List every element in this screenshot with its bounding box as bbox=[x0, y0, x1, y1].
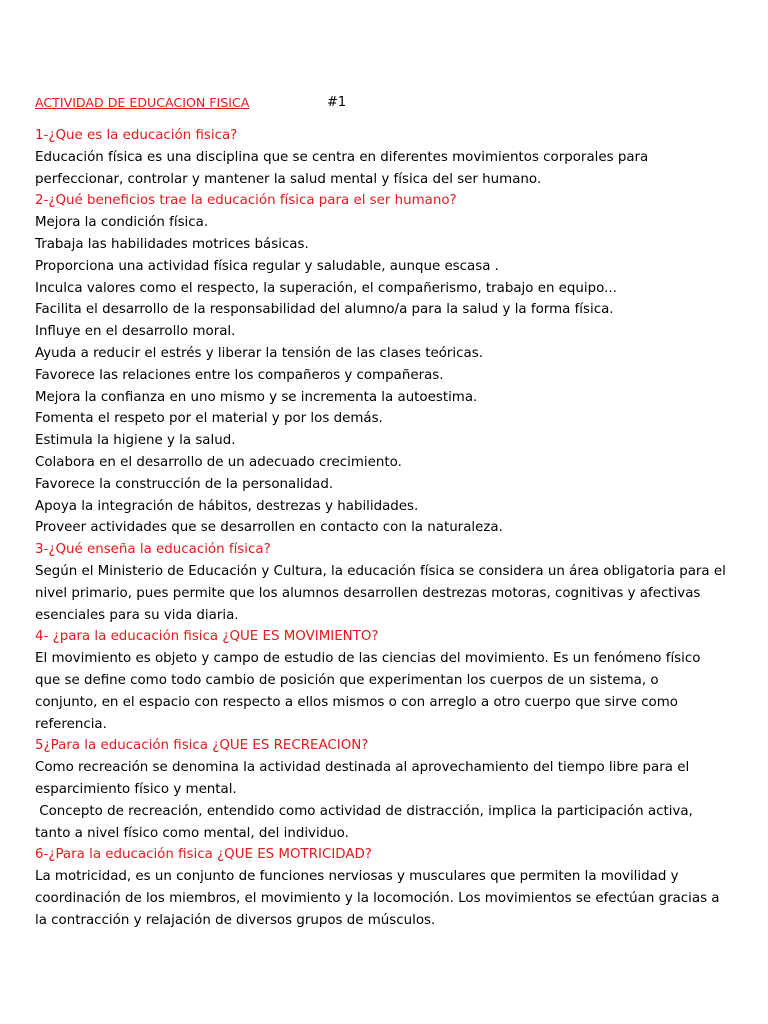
answer-text: conjunto, en el espacio con respecto a ellos mismos o con arreglo a otro cuerpo que sirve como bbox=[35, 694, 678, 710]
answer-text: Apoya la integración de hábitos, destrezas y habilidades. bbox=[35, 498, 419, 514]
question-heading: 3-¿Qué enseña la educación física? bbox=[35, 542, 271, 558]
answer-text: Facilita el desarrollo de la responsabilidad del alumno/a para la salud y la forma física. bbox=[35, 302, 614, 318]
answer-text: perfeccionar, controlar y mantener la salud mental y física del ser humano. bbox=[35, 171, 542, 187]
document-title: ACTIVIDAD DE EDUCACION FISICA bbox=[35, 95, 250, 110]
answer-text: tanto a nivel físico como mental, del individuo. bbox=[35, 825, 349, 841]
answer-text: esparcimiento físico y mental. bbox=[35, 781, 237, 797]
answer-text: El movimiento es objeto y campo de estudio de las ciencias del movimiento. Es un fenómeno físico bbox=[35, 651, 701, 667]
answer-text: Mejora la confianza en uno mismo y se incrementa la autoestima. bbox=[35, 389, 478, 405]
answer-text: La motricidad, es un conjunto de funciones nerviosas y musculares que permiten la movilidad y bbox=[35, 869, 679, 885]
answer-text: Como recreación se denomina la actividad destinada al aprovechamiento del tiempo libre para el bbox=[35, 760, 690, 776]
answer-text: la contracción y relajación de diversos grupos de músculos. bbox=[35, 912, 436, 928]
answer-text: Ayuda a reducir el estrés y liberar la tensión de las clases teóricas. bbox=[35, 345, 483, 361]
answer-text: Según el Ministerio de Educación y Cultura, la educación física se considera un área obligatoria para el bbox=[35, 563, 726, 579]
answer-text: Proporciona una actividad física regular y saludable, aunque escasa . bbox=[35, 258, 499, 274]
answer-text: Inculca valores como el respecto, la superación, el compañerismo, trabajo en equipo... bbox=[35, 280, 617, 296]
question-heading: 6-¿Para la educación fisica ¿QUE ES MOTRICIDAD? bbox=[35, 847, 372, 863]
document-number: #1 bbox=[327, 95, 347, 110]
answer-text: Mejora la condición física. bbox=[35, 215, 209, 231]
question-heading: 2-¿Qué beneficios trae la educación física para el ser humano? bbox=[35, 193, 457, 209]
answer-text: Educación física es una disciplina que se centra en diferentes movimientos corporales para bbox=[35, 149, 649, 165]
answer-text: Influye en el desarrollo moral. bbox=[35, 324, 236, 340]
answer-text: Favorece la construcción de la personalidad. bbox=[35, 476, 334, 492]
document-body bbox=[35, 125, 735, 931]
answer-text: Trabaja las habilidades motrices básicas. bbox=[35, 236, 309, 252]
answer-text: esenciales para su vida diaria. bbox=[35, 607, 239, 623]
answer-text: coordinación de los miembros, el movimiento y la locomoción. Los movimientos se efectúan gracias a bbox=[35, 890, 720, 906]
question-heading: 1-¿Que es la educación fisica? bbox=[35, 128, 238, 143]
answer-text: Favorece las relaciones entre los compañeros y compañeras. bbox=[35, 367, 444, 383]
answer-text: que se define como todo cambio de posición que experimentan los cuerpos de un sistema, o bbox=[35, 672, 659, 688]
answer-text: Estimula la higiene y la salud. bbox=[35, 433, 236, 449]
answer-text: Colabora en el desarrollo de un adecuado crecimiento. bbox=[35, 454, 402, 470]
document-header bbox=[35, 92, 735, 114]
question-heading: 4- ¿para la educación fisica ¿QUE ES MOVIMIENTO? bbox=[35, 629, 379, 645]
answer-text: Proveer actividades que se desarrollen en contacto con la naturaleza. bbox=[35, 520, 503, 536]
document-page bbox=[35, 92, 735, 931]
answer-text: referencia. bbox=[35, 716, 107, 732]
answer-text: Concepto de recreación, entendido como actividad de distracción, implica la participación activa, bbox=[35, 803, 693, 819]
question-heading: 5¿Para la educación fisica ¿QUE ES RECREACION? bbox=[35, 738, 369, 754]
answer-text: Fomenta el respeto por el material y por los demás. bbox=[35, 411, 383, 427]
answer-text: nivel primario, pues permite que los alumnos desarrollen destrezas motoras, cognitivas y afectivas bbox=[35, 585, 701, 601]
